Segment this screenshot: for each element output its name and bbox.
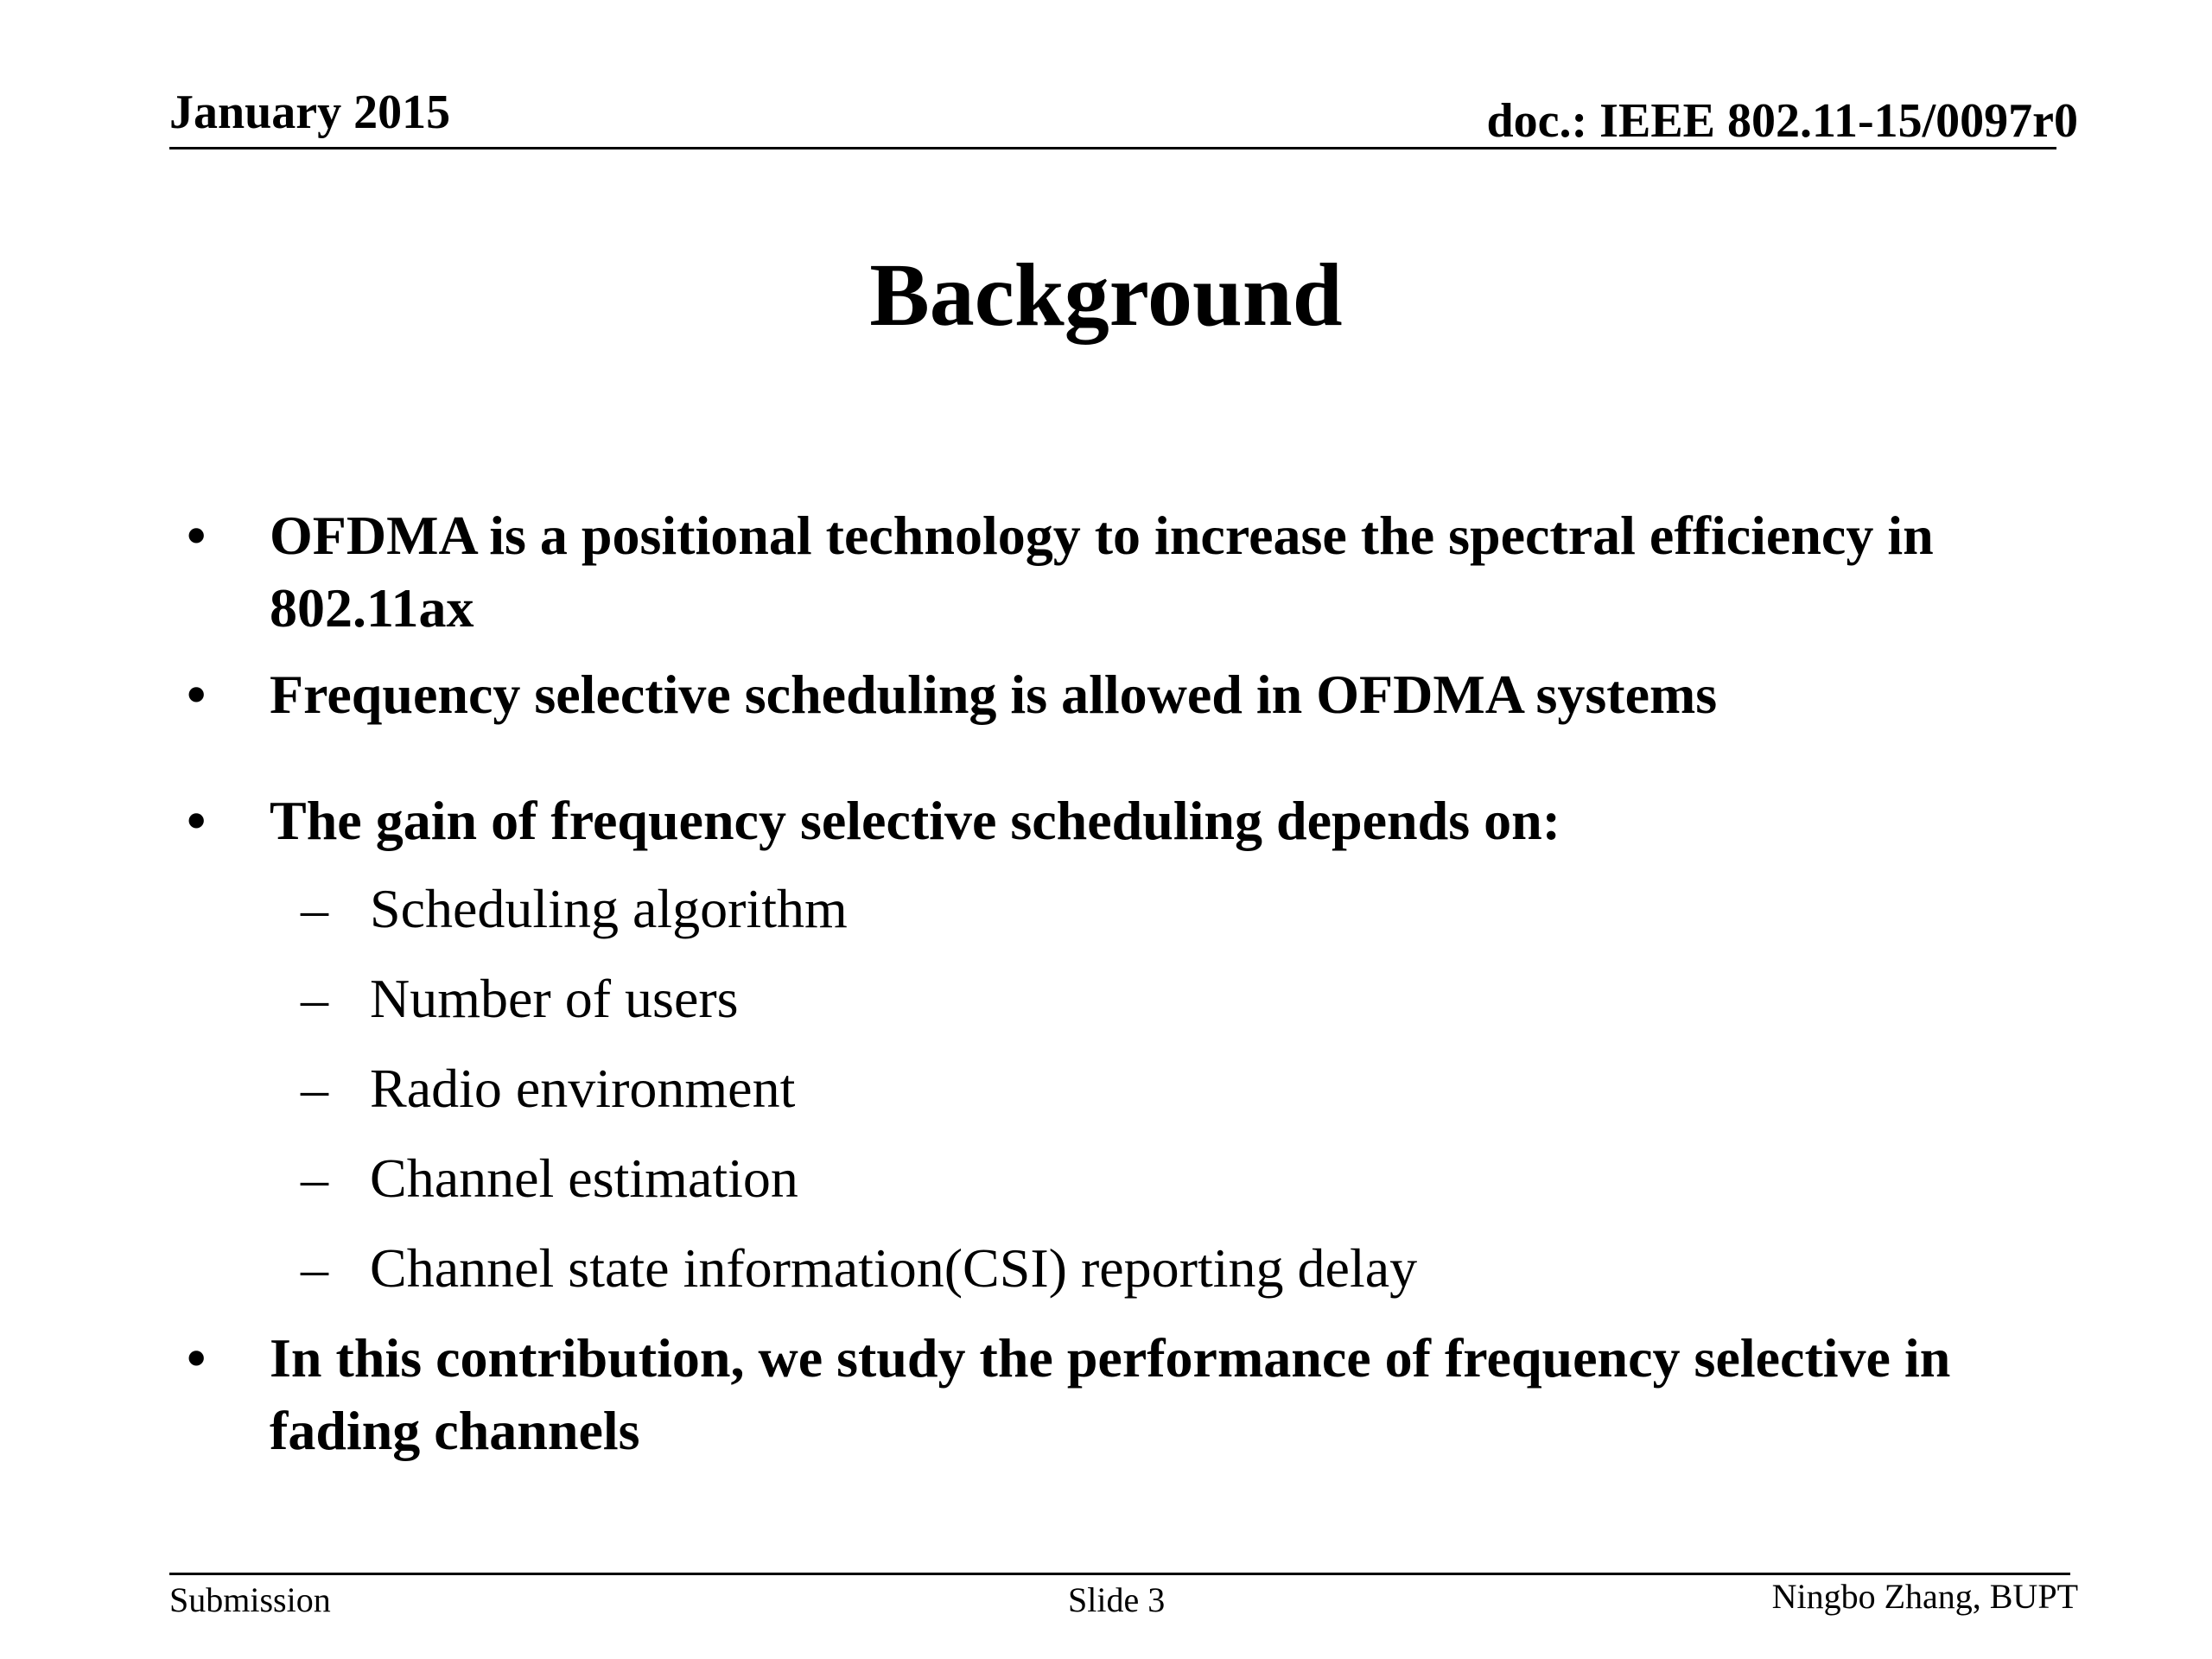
sub-item-text: Radio environment [370,1058,796,1119]
header-date: January 2015 [169,86,451,139]
bullet-item [187,785,1560,857]
sub-item [301,1142,798,1215]
sub-item [301,873,848,945]
footer-submission: Submission [169,1580,331,1619]
bullet-marker: • [187,1327,207,1389]
bullet-item [187,658,1718,731]
bullet-item [187,499,2084,645]
footer-slide-number: Slide 3 [1068,1580,1166,1619]
sub-item-text: Number of users [370,968,739,1029]
footer-divider [169,1573,2070,1575]
sub-item [301,1232,1418,1305]
sub-item-marker: – [301,1147,328,1209]
bullet-marker: • [187,664,207,725]
bullet-item [187,1322,2101,1467]
sub-item-marker: – [301,1058,328,1119]
sub-item-text: Channel state information(CSI) reporting delay [370,1237,1418,1299]
sub-item-marker: – [301,968,328,1029]
bullet-text: Frequency selective scheduling is allowed in OFDMA systems [270,664,1718,725]
sub-item-text: Channel estimation [370,1147,798,1209]
bullet-text: In this contribution, we study the performance of frequency selective in fading channels [270,1327,1951,1461]
header-divider [169,147,2056,149]
bullet-text: The gain of frequency selective scheduling depends on: [270,790,1560,851]
sub-item-marker: – [301,1237,328,1299]
sub-item-marker: – [301,878,328,939]
bullet-marker: • [187,790,207,851]
sub-item [301,963,739,1035]
bullet-marker: • [187,505,207,566]
header-doc-id: doc.: IEEE 802.11-15/0097r0 [1486,94,2078,148]
sub-item [301,1052,796,1125]
sub-item-text: Scheduling algorithm [370,878,848,939]
bullet-text: OFDMA is a positional technology to increase the spectral efficiency in 802.11ax [270,505,1934,639]
slide-title: Background [869,245,1343,345]
footer-author: Ningbo Zhang, BUPT [1771,1577,2078,1616]
